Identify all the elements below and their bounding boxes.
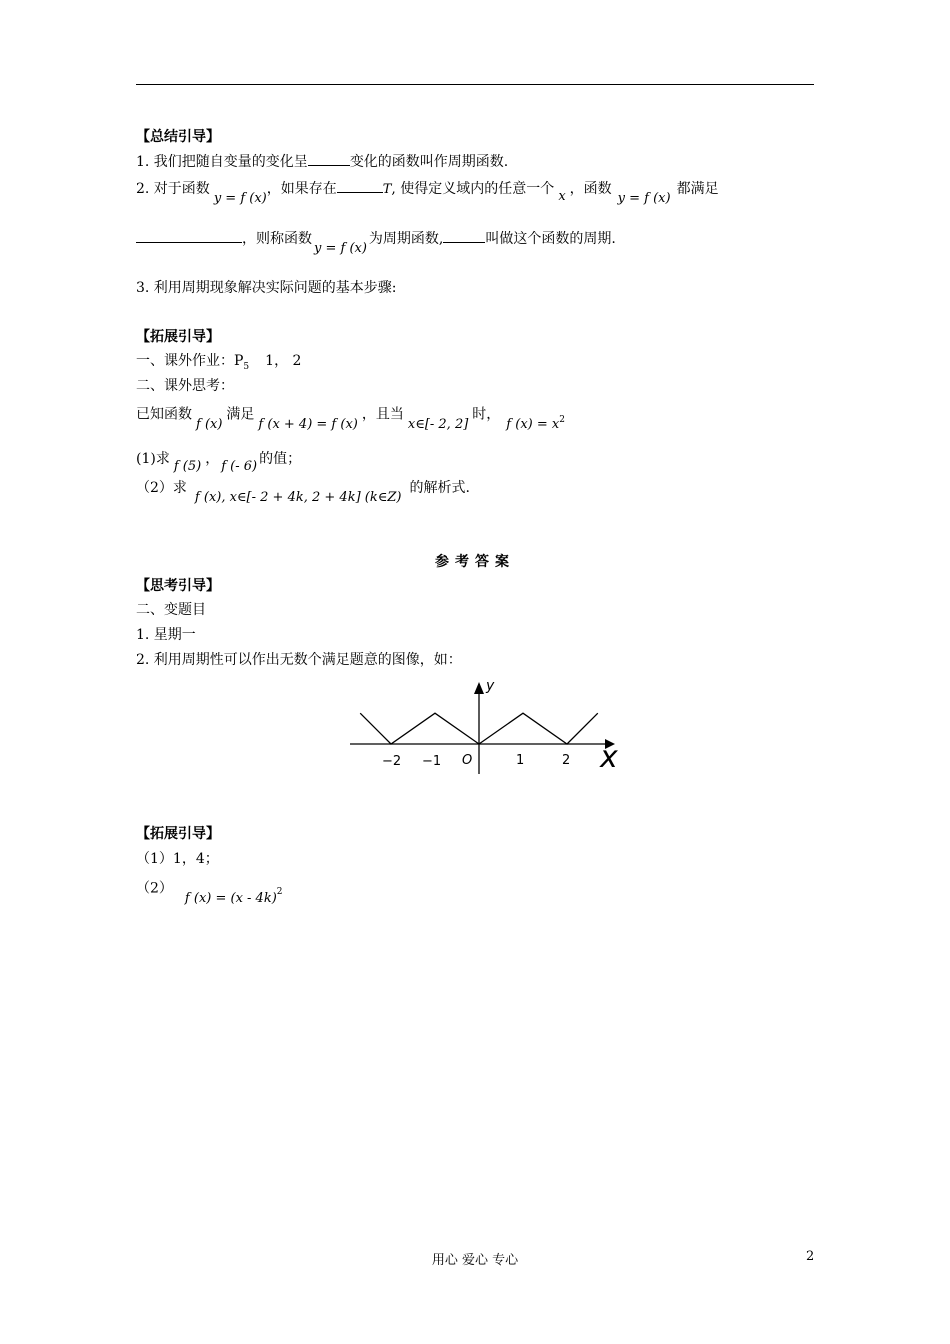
page-number: 2: [806, 1249, 815, 1264]
summary-item-1: 1. 我们把随自变量的变化呈 变化的函数叫作周期函数.: [136, 151, 508, 172]
extend-heading: 【拓展引导】: [136, 329, 220, 345]
tick-label-1: 1: [516, 753, 525, 768]
extend-answer-1: （1）1，4；: [136, 851, 219, 867]
header-rule: [136, 84, 814, 85]
summary-item-3: 3. 利用周期现象解决实际问题的基本步骤:: [136, 280, 397, 296]
y-axis-label: y: [486, 678, 495, 694]
y-axis-arrow: [474, 682, 484, 694]
think-heading: 【思考引导】: [136, 578, 220, 594]
summary-item-2b: ，则称函数y = f (x)为周期函数, 叫做这个函数的周期.: [136, 228, 616, 250]
formula-y-fx: y = f (x): [213, 191, 267, 206]
question-1: (1)求 f (5) ， f (- 6) 的值；: [136, 451, 302, 474]
blank-2: [337, 178, 383, 193]
answers-sec2: 二、变题目: [136, 602, 206, 618]
periodic-graph: [330, 672, 630, 780]
blank-4: [443, 228, 485, 243]
origin-label: O: [462, 753, 473, 768]
blank-3: [136, 228, 242, 243]
homework-line: 一、课外作业：$P_5$ 1， 2: [136, 353, 302, 372]
answers-extend-heading: 【拓展引导】: [136, 826, 220, 842]
x-axis-label: x: [600, 740, 618, 775]
footer-text: 用心 爱心 专心: [431, 1253, 519, 1268]
tick-label-2: 2: [562, 753, 571, 768]
blank-1: [308, 151, 350, 166]
tick-label-neg1: −1: [422, 754, 442, 769]
answers-title: 参考答案: [435, 554, 515, 570]
known-function-line: 已知函数f (x)满足f (x + 4) = f (x)，且当x∈[- 2, 2]时，f $(x) = x^2$: [136, 406, 565, 432]
question-2: （2）求f (x), x∈[- 2 + 4k, 2 + 4k] (k∈Z)的解析式.: [136, 480, 470, 505]
answer-1: 1. 星期一: [136, 627, 196, 643]
summary-heading: 【总结引导】: [136, 129, 220, 145]
extend-answer-2: （2）f (x) = (x - 4k)$^2$: [136, 880, 283, 906]
answer-2: 2. 利用周期性可以作出无数个满足题意的图像，如：: [136, 652, 462, 668]
tick-label-neg2: −2: [382, 754, 402, 769]
summary-item-2: 2. 对于函数y = f (x)，如果存在 T, 使得定义域内的任意一个 x ，函数y = f (x)都满足: [136, 178, 719, 200]
think-line: 二、课外思考：: [136, 378, 234, 394]
